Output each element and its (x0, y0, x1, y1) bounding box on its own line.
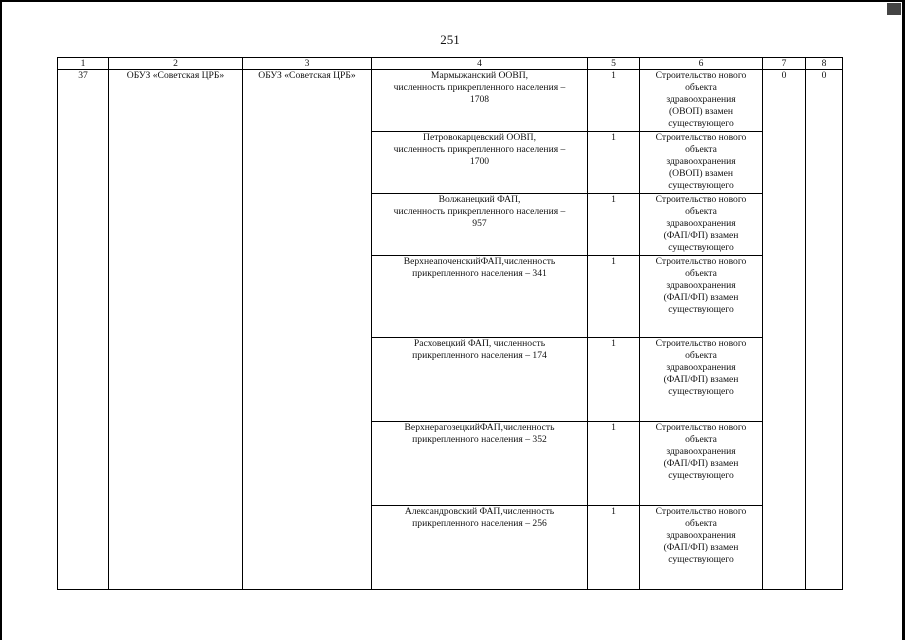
facility-action (640, 338, 763, 422)
action-line: объекта (685, 518, 717, 529)
action-line: объекта (685, 268, 717, 279)
action-line: объекта (685, 144, 717, 155)
header-row (58, 58, 843, 70)
desc-line: 957 (472, 218, 487, 229)
facility-quantity: 1 (588, 132, 640, 194)
scan-corner-mark (887, 3, 901, 15)
scan-border-left (0, 0, 2, 640)
facility-action (640, 70, 763, 132)
action-line: объекта (685, 82, 717, 93)
facility-action (640, 422, 763, 506)
desc-line: численность прикрепленного населения – (393, 82, 566, 93)
action-line: здравоохранения (666, 280, 736, 291)
action-line: (ФАП/ФП) взамен (663, 374, 739, 385)
desc-line: Мармыжанский ООВП, (430, 70, 529, 81)
action-line: существующего (668, 242, 734, 253)
action-line: Строительство нового (655, 194, 747, 205)
data-table (57, 57, 843, 590)
table-row (58, 70, 843, 132)
action-line: существующего (668, 304, 734, 315)
action-line: существующего (668, 470, 734, 481)
facility-quantity: 1 (588, 194, 640, 256)
header-cell-2: 2 (109, 58, 243, 70)
desc-line: прикрепленного населения – 352 (412, 434, 547, 445)
facility-description (372, 194, 588, 256)
desc-line: 1700 (469, 156, 490, 167)
action-line: (ОВОП) взамен (668, 106, 733, 117)
action-line: существующего (668, 386, 734, 397)
facility-quantity: 1 (588, 338, 640, 422)
facility-description (372, 132, 588, 194)
desc-line: прикрепленного населения – 256 (412, 518, 547, 529)
desc-line: прикрепленного населения – 174 (412, 350, 547, 361)
action-line: здравоохранения (666, 94, 736, 105)
desc-line: ВерхнерагозецкийФАП,численность (404, 422, 555, 433)
facility-quantity: 1 (588, 506, 640, 590)
action-line: Строительство нового (655, 256, 747, 267)
action-line: здравоохранения (666, 446, 736, 457)
action-line: здравоохранения (666, 156, 736, 167)
header-cell-8: 8 (806, 58, 843, 70)
header-cell-6: 6 (640, 58, 763, 70)
facility-description (372, 256, 588, 338)
action-line: здравоохранения (666, 362, 736, 373)
action-line: Строительство нового (655, 132, 747, 143)
facility-action (640, 132, 763, 194)
desc-line: Расховецкий ФАП, численность (413, 338, 546, 349)
desc-line: ВерхнеапоченскийФАП,численность (403, 256, 556, 267)
action-line: существующего (668, 180, 734, 191)
action-line: объекта (685, 434, 717, 445)
scan-border-top (0, 0, 905, 2)
col7-value: 0 (763, 70, 806, 590)
action-line: существующего (668, 118, 734, 129)
facility-action (640, 506, 763, 590)
action-line: (ФАП/ФП) взамен (663, 292, 739, 303)
facility-quantity: 1 (588, 422, 640, 506)
desc-line: численность прикрепленного населения – (393, 206, 566, 217)
desc-line: прикрепленного населения – 341 (412, 268, 547, 279)
institution-cell: ОБУЗ «Советская ЦРБ» (109, 70, 243, 590)
action-line: Строительство нового (655, 422, 747, 433)
action-line: объекта (685, 206, 717, 217)
action-line: (ФАП/ФП) взамен (663, 542, 739, 553)
facility-action (640, 194, 763, 256)
institution-cell-2: ОБУЗ «Советская ЦРБ» (243, 70, 372, 590)
action-line: здравоохранения (666, 218, 736, 229)
action-line: здравоохранения (666, 530, 736, 541)
action-line: Строительство нового (655, 70, 747, 81)
row-number: 37 (58, 70, 109, 590)
header-cell-1: 1 (58, 58, 109, 70)
action-line: (ОВОП) взамен (668, 168, 733, 179)
facility-action (640, 256, 763, 338)
action-line: объекта (685, 350, 717, 361)
facility-description (372, 422, 588, 506)
header-cell-4: 4 (372, 58, 588, 70)
col8-value: 0 (806, 70, 843, 590)
action-line: Строительство нового (655, 338, 747, 349)
facility-description (372, 70, 588, 132)
desc-line: Петровокарцевский ООВП, (423, 132, 536, 143)
facility-quantity: 1 (588, 256, 640, 338)
action-line: существующего (668, 554, 734, 565)
facility-description (372, 506, 588, 590)
facility-description (372, 338, 588, 422)
header-cell-3: 3 (243, 58, 372, 70)
desc-line: Александровский ФАП,численность (404, 506, 555, 517)
page-number: 251 (440, 32, 460, 47)
action-line: (ФАП/ФП) взамен (663, 458, 739, 469)
desc-line: 1708 (469, 94, 490, 105)
desc-line: Волжанецкий ФАП, (438, 194, 521, 205)
desc-line: численность прикрепленного населения – (393, 144, 566, 155)
header-cell-7: 7 (763, 58, 806, 70)
action-line: (ФАП/ФП) взамен (663, 230, 739, 241)
action-line: Строительство нового (655, 506, 747, 517)
facility-quantity: 1 (588, 70, 640, 132)
header-cell-5: 5 (588, 58, 640, 70)
